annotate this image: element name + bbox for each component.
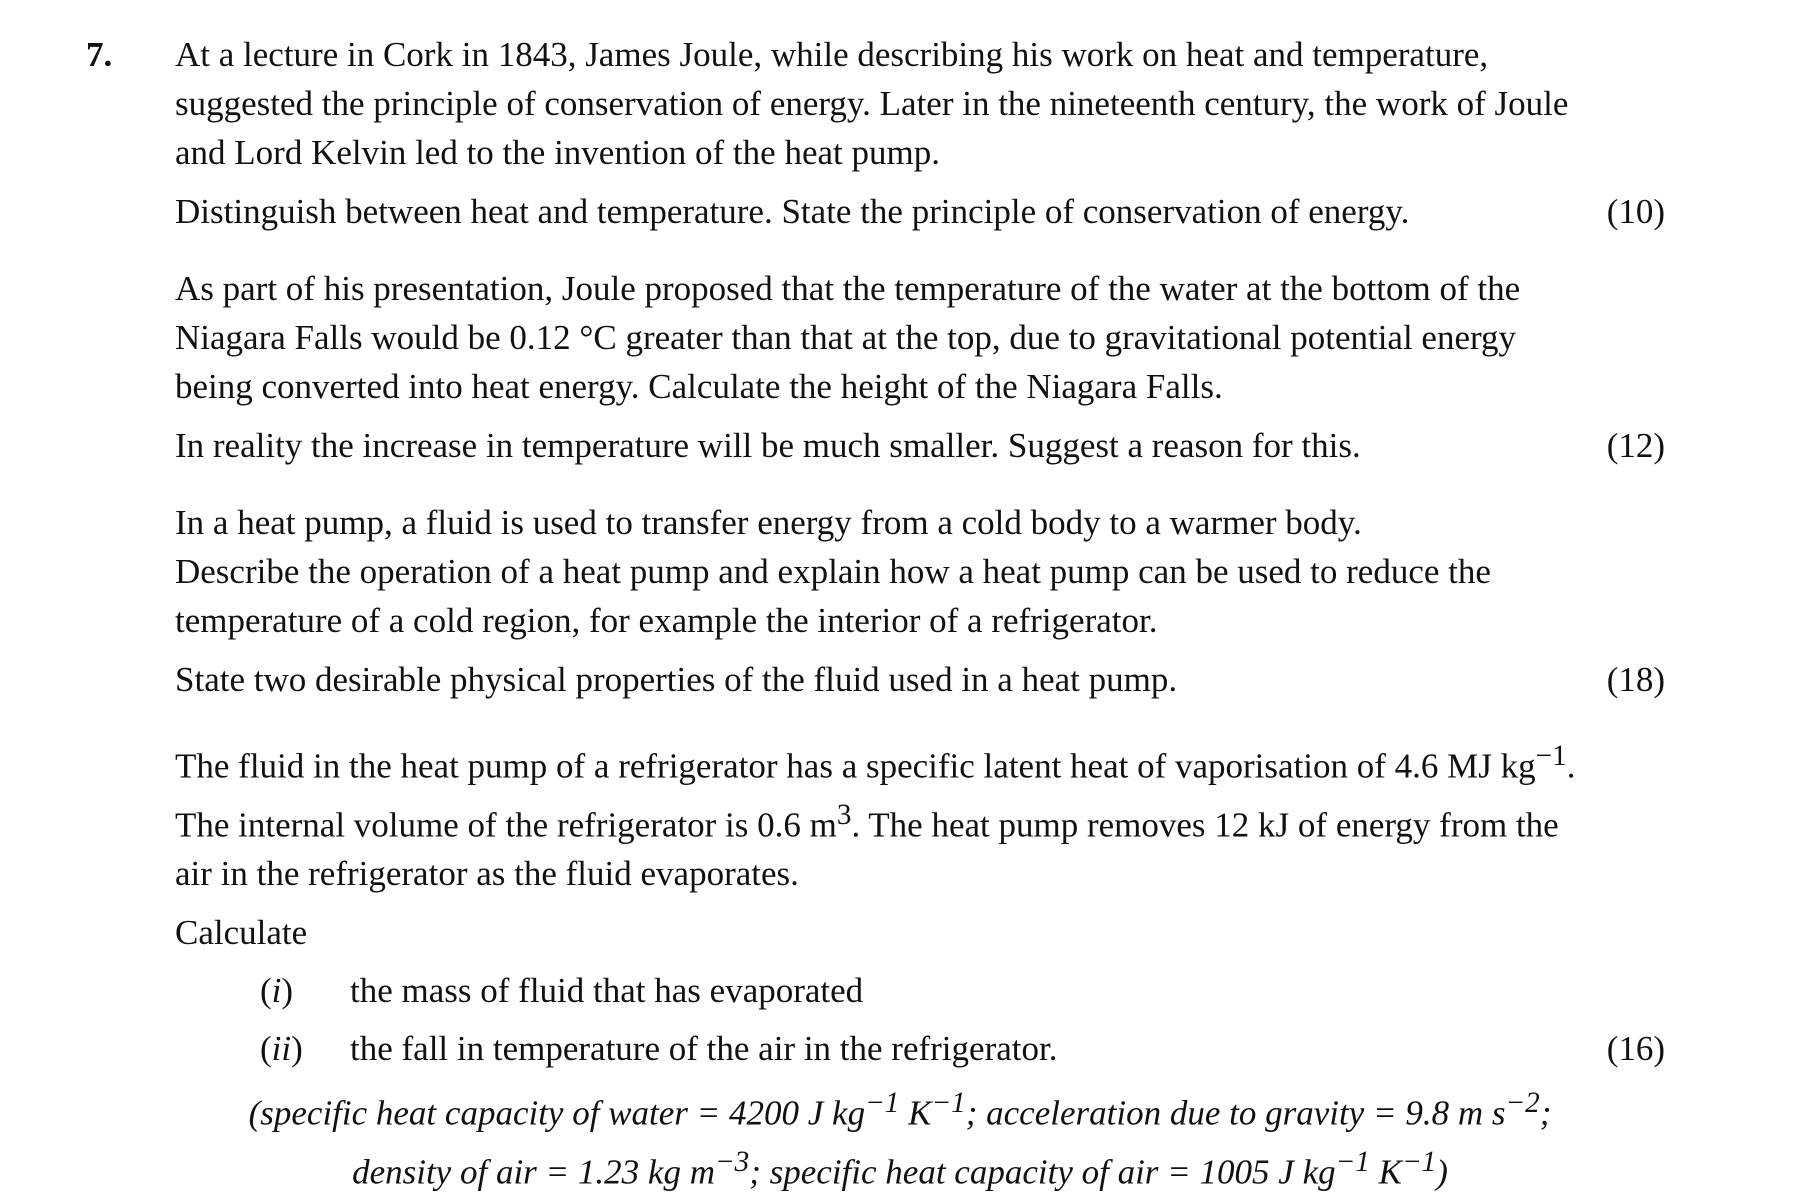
- fridge-line-3: air in the refrigerator as the fluid evaporates.: [175, 854, 799, 894]
- intro-line: At a lecture in Cork in 1843, James Joule, while describing his work on heat and temperature,: [175, 35, 1489, 74]
- sub-question-label: (ii): [260, 1029, 303, 1069]
- marks-10: (10): [1606, 192, 1665, 231]
- fridge-paragraph: [175, 732, 1665, 898]
- fridge-line-1-text: The fluid in the heat pump of a refrigerator has a specific latent heat of vaporisation of 4.6 MJ kg: [175, 746, 1536, 786]
- question-body: [175, 30, 1665, 1197]
- constants-note: [175, 1079, 1625, 1196]
- heat-pump-line: In a heat pump, a fluid is used to transfer energy from a cold body to a warmer body.: [175, 503, 1362, 542]
- heat-pump-line: temperature of a cold region, for example the interior of a refrigerator.: [175, 601, 1158, 640]
- niagara-line: being converted into heat energy. Calculate the height of the Niagara Falls.: [175, 367, 1223, 406]
- intro-paragraph: [175, 30, 1665, 177]
- intro-line: and Lord Kelvin led to the invention of the heat pump.: [175, 133, 940, 172]
- sub-question-ii: [175, 1024, 1665, 1073]
- superscript: 3: [836, 798, 852, 831]
- intro-task-row: [175, 187, 1665, 236]
- marks-16: (16): [1606, 1029, 1665, 1069]
- calculate-label: Calculate: [175, 913, 308, 953]
- heat-pump-task-row: [175, 655, 1665, 704]
- niagara-task: In reality the increase in temperature will be much smaller. Suggest a reason for this.: [175, 426, 1361, 465]
- sub-question-label: (i): [260, 971, 294, 1011]
- sub-question-i: [175, 966, 1665, 1015]
- niagara-paragraph: [175, 264, 1665, 411]
- superscript: −1: [1535, 740, 1567, 772]
- intro-line: suggested the principle of conservation of energy. Later in the nineteenth century, the work of Joule: [175, 84, 1569, 123]
- marks-18: (18): [1606, 660, 1665, 699]
- intro-task: Distinguish between heat and temperature. State the principle of conservation of energy.: [175, 192, 1410, 231]
- fridge-line-2: [175, 791, 1665, 850]
- niagara-line: Niagara Falls would be 0.12 °C greater than that at the top, due to gravitational potential energy: [175, 318, 1517, 357]
- constants-line-2: density of air = 1.23 kg $m^{-3}$; specific heat capacity of air = 1005 J $kg^{-1}$ $K^{-1}$): [352, 1145, 1448, 1192]
- niagara-task-row: [175, 421, 1665, 470]
- fridge-line-2-text: The internal volume of the refrigerator is 0.6 m: [175, 805, 837, 845]
- marks-12: (12): [1606, 426, 1665, 465]
- heat-pump-paragraph: [175, 498, 1665, 645]
- heat-pump-task: State two desirable physical properties of the fluid used in a heat pump.: [175, 660, 1178, 699]
- constants-line-1: (specific heat capacity of water = 4200 J $kg^{-1}$ $K^{-1}$; acceleration due to gravity = 9.8 m $s^{-2}$;: [248, 1087, 1552, 1133]
- sub-question-text: the mass of fluid that has evaporated: [350, 971, 864, 1011]
- sub-question-text: the fall in temperature of the air in the refrigerator.: [350, 1029, 1058, 1069]
- fridge-line-1: [175, 732, 1665, 791]
- question-number: 7.: [86, 35, 113, 74]
- niagara-line: As part of his presentation, Joule proposed that the temperature of the water at the bottom of the: [175, 269, 1521, 308]
- fridge-line-2-end: . The heat pump removes 12 kJ of energy from the: [851, 805, 1559, 845]
- fridge-line-1-end: .: [1566, 746, 1576, 786]
- heat-pump-line: Describe the operation of a heat pump and explain how a heat pump can be used to reduce the: [175, 552, 1491, 591]
